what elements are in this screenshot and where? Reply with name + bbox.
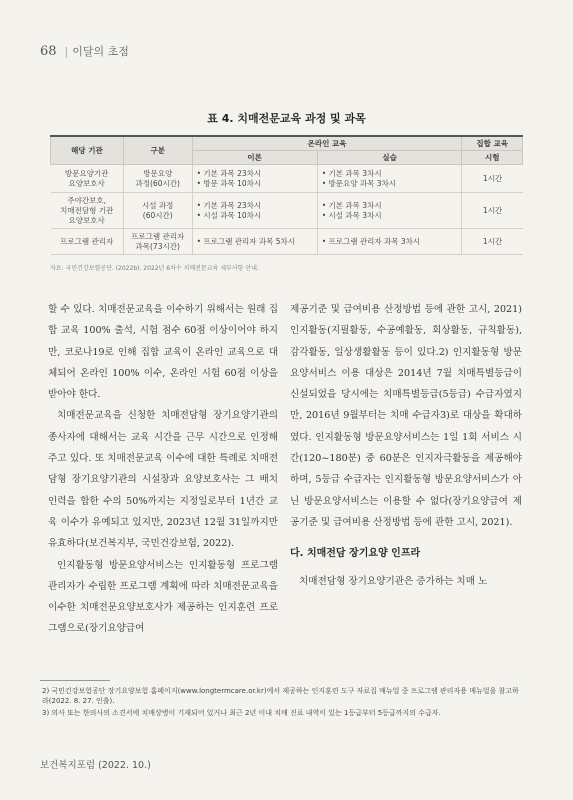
header-theory: 이론 bbox=[192, 151, 317, 165]
footnote: 3) 의사 또는 한의사의 소견서에 치매상병이 기재되어 있거나 최근 2년 이내 치매 진료 내역이 있는 1등급부터 5등급까지의 수급자. bbox=[42, 709, 441, 717]
header-practice: 실습 bbox=[317, 151, 462, 165]
section-subheading: 다. 치매전담 장기요양 인프라 bbox=[290, 548, 421, 560]
body-column-right bbox=[290, 299, 522, 592]
header-divider: | bbox=[64, 45, 69, 58]
header-category: 구분 bbox=[123, 136, 192, 165]
table-row bbox=[51, 193, 523, 229]
page-number: 68 bbox=[40, 44, 57, 59]
table-row bbox=[51, 165, 523, 193]
table-title: 표 4. 치매전문교육 과정 및 과목 bbox=[207, 112, 366, 125]
table-source: 자료: 국민건강보험공단. (2022b). 2022년 6차수 치매전문교육 세부사항 안내. bbox=[50, 265, 259, 272]
paragraph: 제공기준 및 급여비용 산정방법 등에 관한 고시, 2021) 인지활동(지필활동, 수공예활동, 회상활동, 규칙활동), 감각활동, 일상생활활동 등이 있다.2) 인지활동형 방문요양서비스 이용 대상은 2014년 7월 치매특별등급이 신설되었을 당시에는 치매특별등급(5등급) 수급자였지만, 2016년 9월부터는 치매 수급자3)로 대상을 확대하였다. 인지활동형 방문요양서비스는 1일 1회 서비스 시간(120~180분) 중 60분은 인지자극활동을 제공해야 하며, 5등급 수급자는 인지활동형 방문요양서비스가 아닌 방문요양서비스는 이용할 수 없다(장기요양급여 제공기준 및 급여비용 산정방법 등에 관한 고시, 2021). bbox=[290, 304, 522, 528]
cell-agency: 주야간보호, 치매전담형 기관 요양보호사 bbox=[51, 193, 124, 229]
footnote: 2) 국민건강보험공단 장기요양보험 홈페이지(www.longtermcare.or.kr)에서 제공하는 인지훈련 도구 자료집 매뉴얼 중 프로그램 관리자용 매뉴얼을 참고하라(2022. 8. 27. 인출). bbox=[42, 687, 519, 705]
journal-footer: 보건복지포럼 (2022. 10.) bbox=[40, 760, 151, 771]
cell-category: 프로그램 관리자 과목(73시간) bbox=[123, 229, 192, 255]
header-agency: 해당 기관 bbox=[51, 136, 124, 165]
paragraph: 치매전담형 장기요양기관은 증가하는 치매 노 bbox=[299, 575, 488, 587]
cell-practice: • 프로그램 관리자 과목 3차시 bbox=[317, 229, 462, 255]
cell-practice: • 기본 과목 3차시 • 시설 과목 3차시 bbox=[317, 193, 462, 229]
cell-category: 시설 과정 (60시간) bbox=[123, 193, 192, 229]
paragraph: 인지활동형 방문요양서비스는 인지활동형 프로그램 관리자가 수립한 프로그램 계획에 따라 치매전문교육을 이수한 치매전문요양보호사가 제공하는 인지훈련 프로그램으로(장기요양급여 bbox=[48, 559, 278, 635]
table-row bbox=[51, 229, 523, 255]
cell-exam: 1시간 bbox=[462, 165, 523, 193]
cell-theory: • 기본 과목 23차시 • 시설 과목 10차시 bbox=[192, 193, 317, 229]
cell-theory: • 프로그램 관리자 과목 5차시 bbox=[192, 229, 317, 255]
course-table bbox=[50, 135, 523, 255]
header-group: 집합 교육 bbox=[462, 136, 523, 151]
header-exam: 시험 bbox=[462, 151, 523, 165]
cell-exam: 1시간 bbox=[462, 193, 523, 229]
paragraph: 치매전문교육을 신청한 치매전담형 장기요양기관의 종사자에 대해서는 교육 시간을 근무 시간으로 인정해 주고 있다. 또 치매전문교육 이수에 대한 특례로 치매전담형 장기요양기관의 시설장과 요양보호사는 그 배치 인력을 합한 수의 50%까지는 지정일로부터 1년간 교육 이수가 유예되고 있지만, 2023년 12월 31일까지만 유효하다(보건복지부, 국민건강보험, 2022). bbox=[48, 410, 278, 550]
cell-agency: 프로그램 관리자 bbox=[51, 229, 124, 255]
cell-category: 방문요양 과정(60시간) bbox=[123, 165, 192, 193]
paragraph: 할 수 있다. 치매전문교육을 이수하기 위해서는 원래 집합 교육 100% 출석, 시험 점수 60점 이상이어야 하지만, 코로나19로 인해 집합 교육이 온라인 교육으로 대체되어 온라인 100% 이수, 온라인 시험 60점 이상을 받아야 한다. bbox=[48, 304, 278, 401]
header-online: 온라인 교육 bbox=[192, 136, 462, 151]
footnote-divider bbox=[40, 680, 110, 681]
cell-practice: • 기본 과목 3차시 • 방문요양 과목 3차시 bbox=[317, 165, 462, 193]
running-header bbox=[40, 43, 129, 59]
cell-exam: 1시간 bbox=[462, 229, 523, 255]
cell-theory: • 기본 과목 23차시 • 방문 과목 10차시 bbox=[192, 165, 317, 193]
body-column-left bbox=[48, 299, 278, 640]
section-title: 이달의 초점 bbox=[72, 45, 129, 58]
cell-agency: 방문요양기관 요양보호사 bbox=[51, 165, 124, 193]
